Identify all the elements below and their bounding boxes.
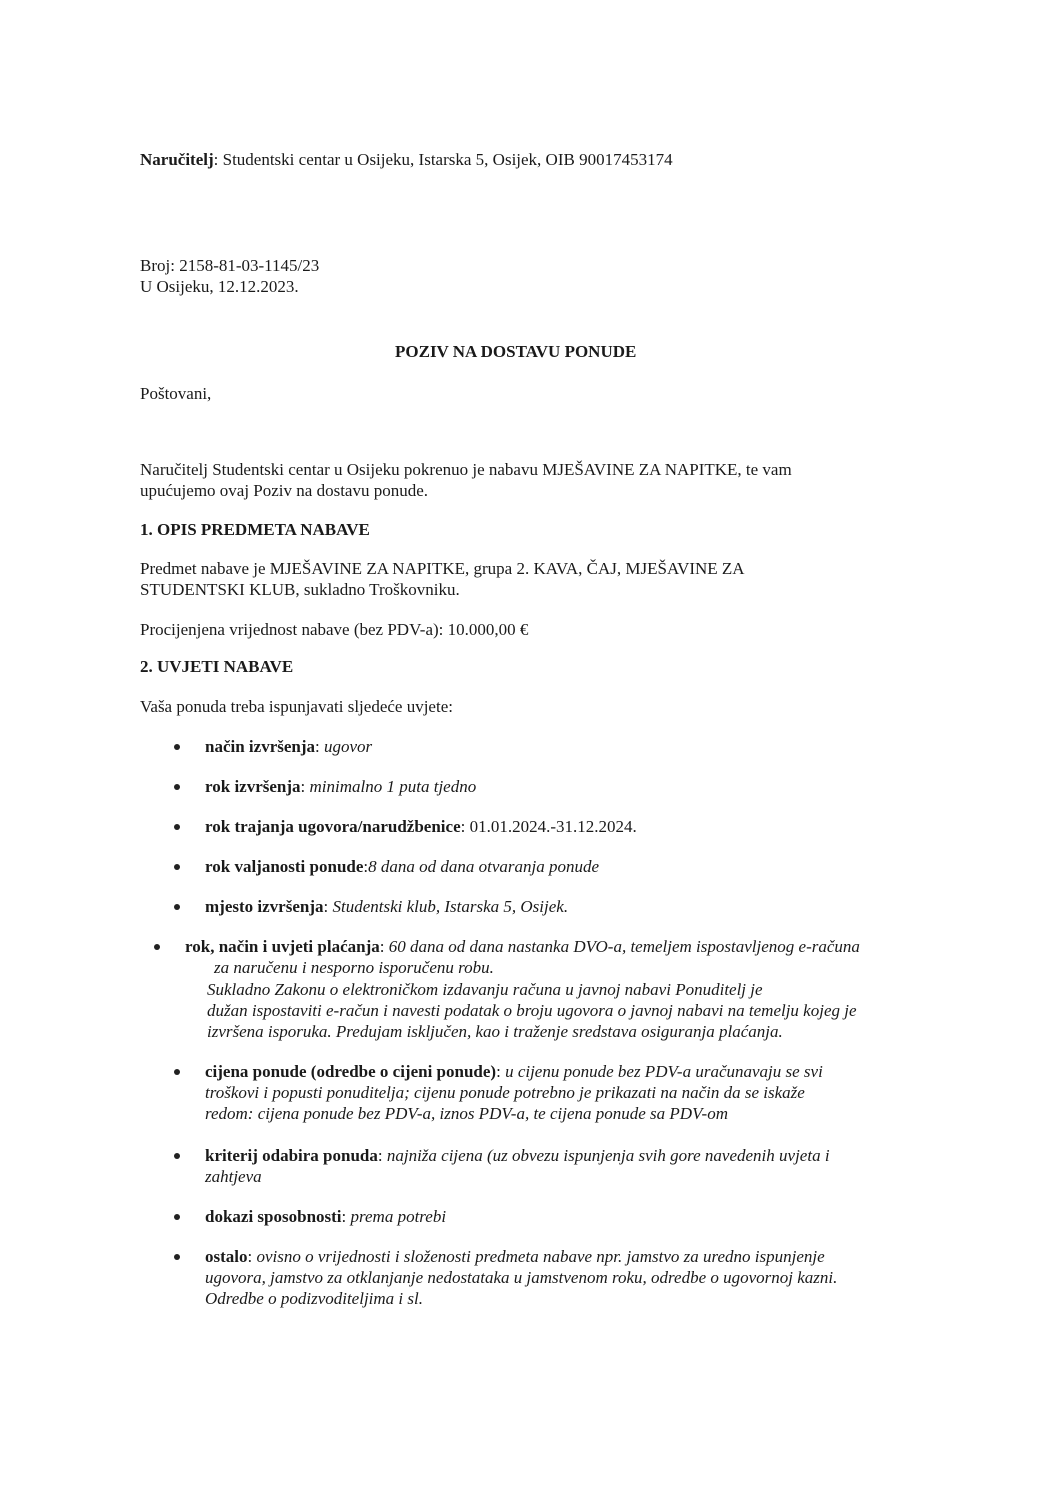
section-1-heading: 1. OPIS PREDMETA NABAVE bbox=[140, 520, 370, 539]
contracting-authority-label: Naručitelj bbox=[140, 150, 214, 169]
bullet-icon bbox=[174, 864, 180, 870]
item-value-line: za naručenu i nesporno isporučenu robu. bbox=[214, 958, 494, 977]
bullet-icon bbox=[174, 1214, 180, 1220]
item-value: minimalno 1 puta tjedno bbox=[309, 777, 477, 796]
item-label: kriterij odabira ponuda bbox=[205, 1146, 378, 1165]
estimated-value: Procijenjena vrijednost nabave (bez PDV-a): 10.000,00 € bbox=[140, 620, 529, 639]
item-value: 01.01.2024.-31.12.2024. bbox=[469, 817, 637, 836]
intro-line-2: upućujemo ovaj Poziv na dostavu ponude. bbox=[140, 481, 429, 500]
item-label: cijena ponude (odredbe o cijeni ponude) bbox=[205, 1062, 497, 1081]
item-value: ugovor bbox=[324, 737, 373, 756]
section-2-heading: 2. UVJETI NABAVE bbox=[140, 657, 294, 676]
item-value-line: dužan ispostaviti e-račun i navesti podatak o broju ugovora o javnoj nabavi na temelju kojeg je bbox=[207, 1001, 857, 1020]
item-value-line: redom: cijena ponude bez PDV-a, iznos PDV-a, te cijena ponude sa PDV-om bbox=[205, 1104, 728, 1123]
item-value: Studentski klub, Istarska 5, Osijek. bbox=[332, 897, 569, 916]
item-value: najniža cijena (uz obvezu ispunjenja svih gore navedenih uvjeta i bbox=[386, 1146, 830, 1165]
item-value-line: izvršena isporuka. Predujam isključen, kao i traženje sredstava osiguranja plaćanja. bbox=[207, 1022, 783, 1041]
intro-line-1: Naručitelj Studentski centar u Osijeku pokrenuo je nabavu MJEŠAVINE ZA NAPITKE, te vam bbox=[140, 460, 792, 479]
item-value: 60 dana od dana nastanka DVO-a, temeljem ispostavljenog e-računa bbox=[388, 937, 860, 956]
item-label: rok, način i uvjeti plaćanja bbox=[185, 937, 380, 956]
bullet-icon bbox=[174, 784, 180, 790]
bullet-icon bbox=[174, 1153, 180, 1159]
bullet-icon bbox=[174, 1069, 180, 1075]
reference-number: Broj: 2158-81-03-1145/23 bbox=[140, 256, 320, 275]
bullet-icon bbox=[174, 824, 180, 830]
item-label: način izvršenja bbox=[205, 737, 316, 756]
item-label: rok valjanosti ponude bbox=[205, 857, 364, 876]
item-value-line: Odredbe o podizvoditeljima i sl. bbox=[205, 1289, 423, 1308]
item-value: prema potrebi bbox=[350, 1207, 447, 1226]
document-title: POZIV NA DOSTAVU PONUDE bbox=[395, 342, 637, 361]
item-value-line: Sukladno Zakonu o elektroničkom izdavanju računa u javnoj nabavi Ponuditelj je bbox=[207, 980, 763, 999]
item-value: ovisno o vrijednosti i složenosti predmeta nabave npr. jamstvo za uredno ispunjenje bbox=[256, 1247, 825, 1266]
contracting-authority bbox=[140, 150, 673, 170]
item-label: rok izvršenja bbox=[205, 777, 301, 796]
item-value-line: ugovora, jamstvo za otklanjanje nedostataka u jamstvenom roku, odredbe o ugovornoj kazni. bbox=[205, 1268, 838, 1287]
greeting: Poštovani, bbox=[140, 384, 212, 403]
item-label: dokazi sposobnosti bbox=[205, 1207, 342, 1226]
item-value: u cijenu ponude bez PDV-a uračunavaju se svi bbox=[505, 1062, 823, 1081]
item-label: ostalo bbox=[205, 1247, 248, 1266]
item-value: 8 dana od dana otvaranja ponude bbox=[368, 857, 600, 876]
section-1-line-1: Predmet nabave je MJEŠAVINE ZA NAPITKE, grupa 2. KAVA, ČAJ, MJEŠAVINE ZA bbox=[140, 559, 745, 578]
contracting-authority-details: : Studentski centar u Osijeku, Istarska 5, Osijek, OIB 90017453174 bbox=[213, 150, 673, 169]
item-label: mjesto izvršenja bbox=[205, 897, 324, 916]
item-value-line: troškovi i popusti ponuditelja; cijenu ponude potrebno je prikazati na način da se iskaže bbox=[205, 1083, 805, 1102]
section-1-line-2: STUDENTSKI KLUB, sukladno Troškovniku. bbox=[140, 580, 460, 599]
place-date: U Osijeku, 12.12.2023. bbox=[140, 277, 299, 296]
bullet-icon bbox=[174, 1254, 180, 1260]
bullet-icon bbox=[174, 744, 180, 750]
bullet-icon bbox=[154, 944, 160, 950]
bullet-icon bbox=[174, 904, 180, 910]
section-2-intro: Vaša ponuda treba ispunjavati sljedeće uvjete: bbox=[140, 697, 453, 716]
item-label: rok trajanja ugovora/narudžbenice bbox=[205, 817, 461, 836]
item-value-line: zahtjeva bbox=[205, 1167, 262, 1186]
